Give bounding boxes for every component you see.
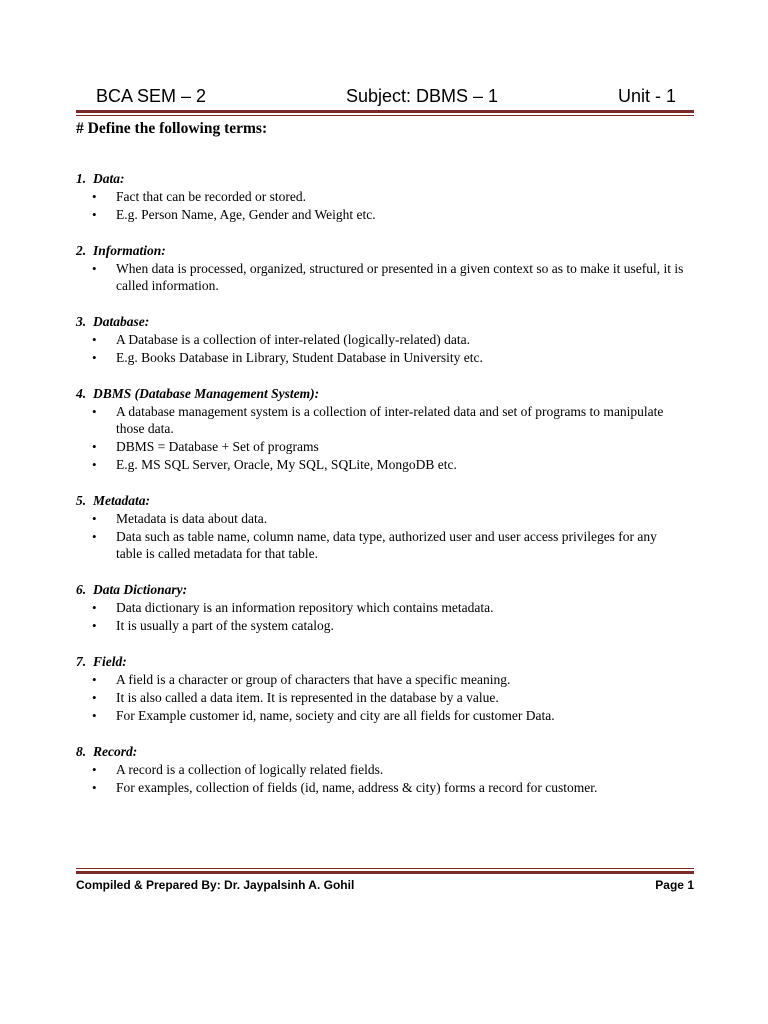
bullet-icon: •: [92, 600, 97, 615]
bullet-list: [76, 188, 686, 223]
bullet-icon: •: [92, 261, 97, 276]
course-label: BCA SEM – 2: [96, 86, 207, 106]
definition-section: [76, 313, 686, 366]
definition-term: [76, 581, 686, 598]
bullet-icon: •: [92, 404, 97, 419]
footer-rule-thin: [76, 868, 694, 869]
bullet-list: [76, 671, 686, 724]
definition-section: [76, 492, 686, 562]
bullet-item: [76, 617, 686, 634]
bullet-item: [76, 331, 686, 348]
bullet-item: [76, 403, 686, 437]
definition-term: [76, 492, 686, 509]
term-number: 3.: [76, 314, 87, 329]
bullet-text: For examples, collection of fields (id, name, address & city) forms a record for customer.: [116, 780, 598, 795]
bullet-icon: •: [92, 618, 97, 633]
footer-rule-thick: [76, 871, 694, 874]
header-rule-thick: [76, 110, 694, 113]
bullet-item: [76, 761, 686, 778]
bullet-item: [76, 707, 686, 724]
term-title: Data Dictionary:: [93, 582, 188, 597]
bullet-item: [76, 689, 686, 706]
bullet-icon: •: [92, 189, 97, 204]
bullet-text: Fact that can be recorded or stored.: [116, 189, 307, 204]
term-title: Database:: [93, 314, 150, 329]
term-number: 2.: [76, 243, 87, 258]
bullet-text: E.g. MS SQL Server, Oracle, My SQL, SQLite, MongoDB etc.: [116, 457, 457, 472]
page-heading: # Define the following terms:: [76, 120, 268, 137]
bullet-text: It is also called a data item. It is represented in the database by a value.: [116, 690, 499, 705]
term-title: Metadata:: [93, 493, 150, 508]
bullet-text: E.g. Person Name, Age, Gender and Weight etc.: [116, 207, 376, 222]
term-title: Information:: [93, 243, 166, 258]
term-number: 4.: [76, 386, 87, 401]
definition-section: [76, 242, 686, 294]
bullet-text: Data dictionary is an information repository which contains metadata.: [116, 600, 494, 615]
bullet-list: [76, 599, 686, 634]
bullet-item: [76, 510, 686, 527]
term-number: 8.: [76, 744, 87, 759]
bullet-item: [76, 456, 686, 473]
bullet-item: [76, 206, 686, 223]
definitions-list: [76, 170, 686, 815]
page-header: [76, 86, 694, 112]
author-credit: Compiled & Prepared By: Dr. Jaypalsinh A. Gohil: [76, 878, 355, 892]
term-title: Data:: [93, 171, 125, 186]
term-number: 7.: [76, 654, 87, 669]
definition-section: [76, 653, 686, 724]
bullet-icon: •: [92, 332, 97, 347]
term-title: DBMS (Database Management System):: [93, 386, 320, 401]
bullet-icon: •: [92, 780, 97, 795]
bullet-list: [76, 260, 686, 294]
bullet-text: Data such as table name, column name, data type, authorized user and user access privileges for any table is called metadata for that table.: [116, 529, 657, 561]
bullet-icon: •: [92, 350, 97, 365]
bullet-text: A Database is a collection of inter-related (logically-related) data.: [116, 332, 470, 347]
bullet-item: [76, 438, 686, 455]
bullet-text: It is usually a part of the system catalog.: [116, 618, 334, 633]
bullet-text: Metadata is data about data.: [116, 511, 268, 526]
definition-section: [76, 385, 686, 473]
subject-label: Subject: DBMS – 1: [346, 86, 499, 106]
bullet-text: A field is a character or group of characters that have a specific meaning.: [116, 672, 511, 687]
bullet-text: When data is processed, organized, structured or presented in a given context so as to make it useful, it is called information.: [116, 261, 684, 293]
term-title: Field:: [93, 654, 127, 669]
term-number: 6.: [76, 582, 87, 597]
page-number: Page 1: [655, 878, 694, 892]
definition-term: [76, 170, 686, 187]
bullet-icon: •: [92, 690, 97, 705]
definition-term: [76, 743, 686, 760]
bullet-text: DBMS = Database + Set of programs: [116, 439, 319, 454]
bullet-icon: •: [92, 207, 97, 222]
term-title: Record:: [93, 744, 138, 759]
term-number: 5.: [76, 493, 87, 508]
bullet-icon: •: [92, 672, 97, 687]
term-number: 1.: [76, 171, 87, 186]
bullet-item: [76, 349, 686, 366]
bullet-item: [76, 528, 686, 562]
bullet-icon: •: [92, 708, 97, 723]
definition-term: [76, 242, 686, 259]
bullet-item: [76, 671, 686, 688]
bullet-text: A record is a collection of logically related fields.: [116, 762, 384, 777]
bullet-icon: •: [92, 762, 97, 777]
bullet-icon: •: [92, 439, 97, 454]
definition-section: [76, 581, 686, 634]
unit-label: Unit - 1: [617, 86, 676, 106]
bullet-icon: •: [92, 457, 97, 472]
bullet-text: For Example customer id, name, society and city are all fields for customer Data.: [116, 708, 555, 723]
bullet-icon: •: [92, 529, 97, 544]
bullet-list: [76, 761, 686, 796]
bullet-item: [76, 599, 686, 616]
bullet-item: [76, 779, 686, 796]
definition-term: [76, 385, 686, 402]
bullet-icon: •: [92, 511, 97, 526]
bullet-list: [76, 403, 686, 473]
header-rule-thin: [76, 115, 694, 116]
definition-term: [76, 313, 686, 330]
bullet-item: [76, 188, 686, 205]
definition-section: [76, 170, 686, 223]
bullet-item: [76, 260, 686, 294]
bullet-text: A database management system is a collection of inter-related data and set of programs to manipulate those data.: [116, 404, 664, 436]
bullet-list: [76, 331, 686, 366]
bullet-text: E.g. Books Database in Library, Student Database in University etc.: [116, 350, 483, 365]
definition-section: [76, 743, 686, 796]
definition-term: [76, 653, 686, 670]
bullet-list: [76, 510, 686, 562]
